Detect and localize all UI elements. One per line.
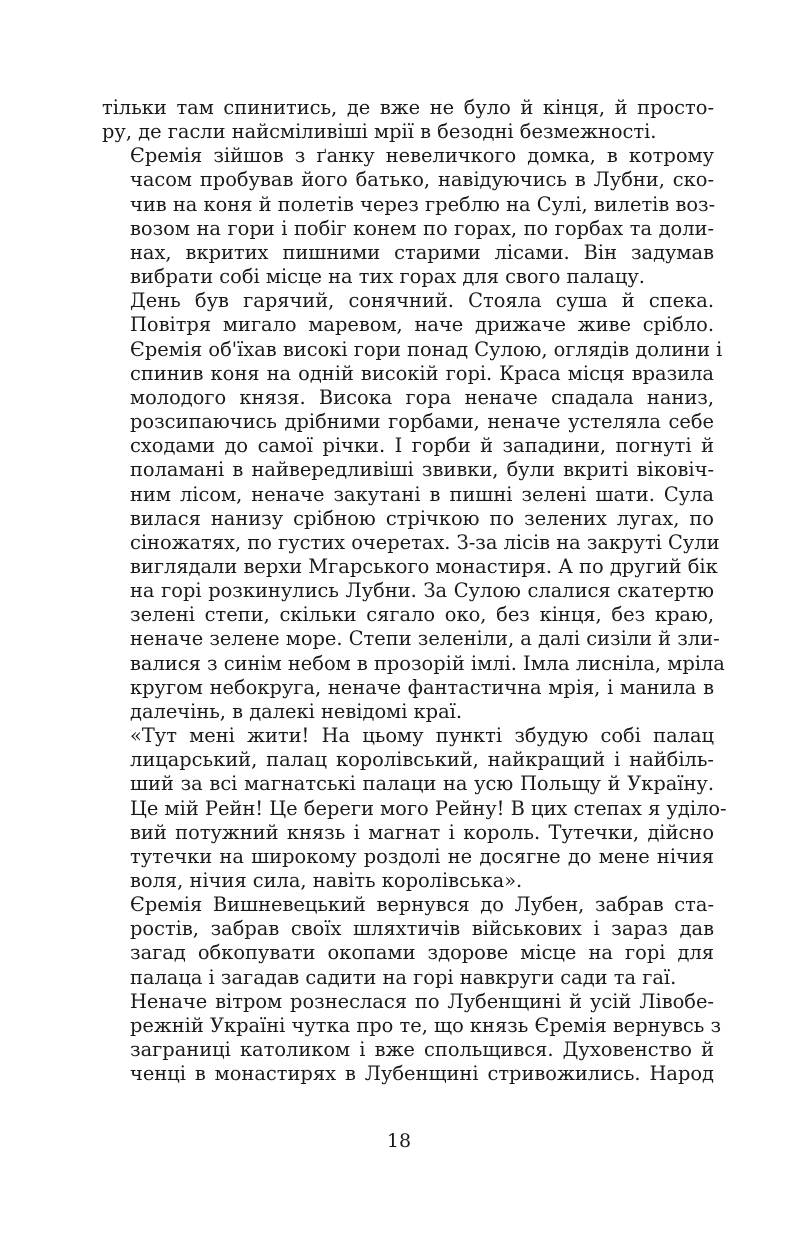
text-line: чив на коня й полетів через греблю на Сулі, вилетів воз- <box>130 192 716 216</box>
text-line: спинив коня на одній високій горі. Краса місця вразила <box>130 361 714 385</box>
text-line: Єремія зійшов з ґанку невеличкого домка, в котрому <box>130 144 714 168</box>
text-line: на горі розкинулись Лубни. За Сулою слалися скатертю <box>130 579 714 603</box>
text-line: нах, вкритих пишними старими лісами. Він задумав <box>130 240 714 264</box>
text-line: ним лісом, неначе закутані в пишні зелені шати. Сула <box>130 482 714 506</box>
text-line: ростів, забрав своїх шляхтичів військових і зараз дав <box>130 917 714 941</box>
text-line: лицарський, палац королівський, найкращий і найбіль- <box>130 748 714 772</box>
text-line: кругом небокруга, неначе фантастична мрія, і манила в <box>130 675 714 699</box>
text-line: сіножатях, по густих очеретах. З-за лісів на закруті Сули <box>130 530 720 554</box>
text-line: День був гарячий, сонячний. Стояла суша й спека. <box>130 289 714 313</box>
text-line: розсипаючись дрібними горбами, неначе устеляла себе <box>130 410 714 434</box>
text-line: далечінь, в далекі невідомі краї. <box>130 699 463 723</box>
text-line: сходами до самої річки. І горби й западини, погнуті й <box>130 434 714 458</box>
text-line: возом на гори і побіг конем по горах, по горбах та доли- <box>130 216 714 240</box>
page-number: 18 <box>386 1130 412 1152</box>
text-line: ру, де гасли найсміливіші мрії в безодні безмежності. <box>102 120 657 144</box>
paragraph <box>102 96 714 144</box>
text-line: вибрати собі місце на тих горах для свого палацу. <box>130 265 645 289</box>
text-line: палаца і загадав садити на горі навкруги сади та гаї. <box>130 965 677 989</box>
paragraph <box>102 893 714 990</box>
text-line: зелені степи, скільки сягало око, без кінця, без краю, <box>130 603 714 627</box>
text-line: режній Україні чутка про те, що князь Єремія вернувсь з <box>130 1013 722 1037</box>
text-line: часом пробував його батько, навідуючись в Лубни, ско- <box>130 168 714 192</box>
paragraph <box>102 144 714 289</box>
text-line: неначе зелене море. Степи зеленіли, а далі сизіли й зли- <box>130 627 720 651</box>
text-line: вилася нанизу срібною стрічкою по зелених лугах, по <box>130 506 714 530</box>
text-line: Єремія об'їхав високі гори понад Сулою, оглядів долини і <box>130 337 723 361</box>
paragraph <box>102 724 727 893</box>
text-line: Повітря мигало маревом, наче дрижаче живе срібло. <box>130 313 714 337</box>
text-line: валися з синім небом в прозорій імлі. Імла лисніла, мріла <box>130 651 725 675</box>
text-line: ший за всі магнатські палаци на усю Польщу й Україну. <box>130 772 714 796</box>
text-line: вий потужний князь і магнат і король. Тутечки, дійсно <box>130 820 714 844</box>
text-line: молодого князя. Висока гора неначе спадала наниз, <box>130 385 714 409</box>
text-line: поламані в найвередливіші звивки, були вкриті віковіч- <box>130 458 714 482</box>
paragraph <box>102 289 725 724</box>
text-line: заграниці католиком і вже спольщився. Духовенство й <box>130 1038 714 1062</box>
text-line: тутечки на широкому роздолі не досягне до мене нічия <box>130 844 714 868</box>
text-line: ченці в монастирях в Лубенщині стривожились. Народ <box>130 1062 714 1086</box>
text-line: воля, нічия сила, навіть королівська». <box>130 869 523 892</box>
text-line: Єремія Вишневецький вернувся до Лубен, забрав ста- <box>130 893 714 917</box>
text-line: виглядали верхи Мгарського монастиря. А по другий бік <box>130 554 718 578</box>
text-line: тільки там спинитись, де вже не було й кінця, й просто- <box>102 96 714 119</box>
text-line: загад обкопувати окопами здорове місце на горі для <box>130 941 714 965</box>
text-line: Це мій Рейн! Це береги мого Рейну! В цих степах я уділо- <box>130 796 727 820</box>
page-text <box>102 96 727 1086</box>
text-line: «Тут мені жити! На цьому пункті збудую собі палац <box>130 724 714 748</box>
text-line: Неначе вітром рознеслася по Лубенщині й усій Лівобе- <box>130 989 714 1013</box>
paragraph <box>102 989 722 1087</box>
